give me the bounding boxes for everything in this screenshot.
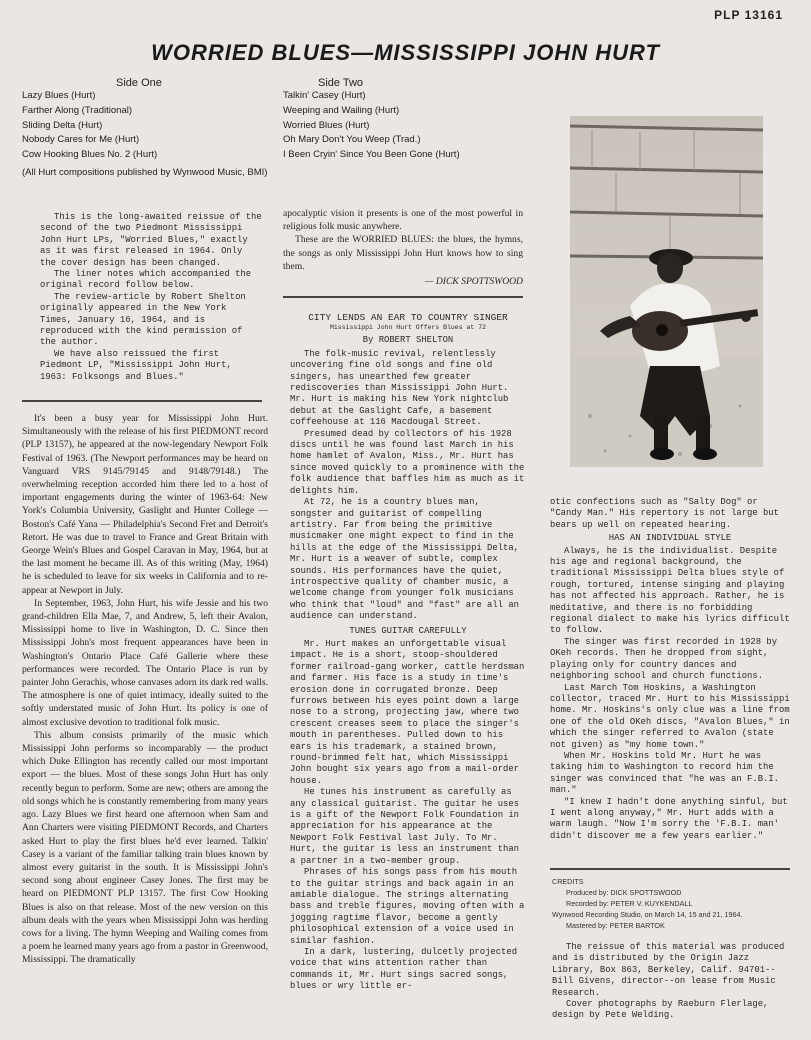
paragraph: It's been a busy year for Mississippi John Hurt. Simultaneously with the release of his first PIEDMONT record (PLP 13157), he appeared at the now-legendary Newport Folk Festival of 1963. (The Newport performances may be heard on Vanguard VRS 9145/79145 and 9148/79148.) The overwhelming reception accorded him there led to a host of important engagements during the winter of 1963-64: New York's Columbia University, Gaslight and Hunter College — Boston's Café Yana — Philadelphia's Second Fret and Detroit's Retort. He was due to travel to France and Great Britain with George Wein's Blues and Gospel Caravan in May, 1964, but at the last moment he became ill. As of this writing (May, 1964) he is scheduled to leave for six weeks in California and to re-appear at Newport in July. bbox=[22, 413, 268, 596]
credits-block bbox=[552, 876, 792, 931]
track-item: Lazy Blues (Hurt) bbox=[22, 90, 96, 101]
track-item: Talkin' Casey (Hurt) bbox=[283, 90, 366, 101]
credit-line: Wynwood Recording Studio, on March 14, 15 and 21, 1964. bbox=[552, 910, 743, 919]
paragraph: He tunes his instrument as carefully as any classical guitarist. The guitar he uses is a gift of the Newport Folk Foundation in appreciation for his appearance at the Newport Folk Festival last July. To Mr. Hurt, the guitar is less an instrument than a partner in a two-member group. bbox=[290, 787, 520, 866]
credits-heading: CREDITS bbox=[552, 877, 584, 886]
side-two-tracklist bbox=[283, 89, 460, 163]
paragraph: The folk-music revival, relentlessly uncovering fine old songs and fine old singers, has unearthed few greater rediscoveries than Mississippi John Hurt. Mr. Hurt is making his New York nightclub debut at the Gaslight Cafe, a basement coffeehouse at 116 Macdougal Street. bbox=[290, 348, 509, 428]
side-one-tracklist bbox=[22, 89, 157, 163]
side-two-heading: Side Two bbox=[318, 77, 364, 89]
track-item: I Been Cryin' Since You Been Gone (Hurt) bbox=[283, 149, 460, 161]
track-item: Sliding Delta (Hurt) bbox=[22, 119, 103, 131]
paragraph: These are the WORRIED BLUES: the blues, the hymns, the songs as only Mississippi John Hurt knows how to sing them. bbox=[283, 234, 523, 272]
paragraph: Cover photographs by Raeburn Flerlage, design by Pete Welding. bbox=[552, 999, 769, 1021]
paragraph: The singer was first recorded in 1928 by OKeh records. Then he dropped from sight, playing only for country dances and neighboring school and church functions. bbox=[550, 636, 778, 682]
paragraph: In September, 1963, John Hurt, his wife Jessie and his two grand-children Ella Mae, 7, and Andrew, 5, left their Avalon, Mississippi home to live in Washington, D. C. Since then Mississippi John's most frequent appearances have been in Washington's Ontario Place Café Gallerie where these performances were recorded. The Ontario Place is run by painter John Gerachis, whose canvases adorn its dark red walls. The atmosphere is one of quiet intimacy, ideally suited to the softly understated music of John Hurt. Its policy is one of almost exclusive devotion to traditional folk music. bbox=[22, 597, 268, 728]
side-one-heading: Side One bbox=[116, 77, 162, 89]
paragraph: Mr. Hurt makes an unforgettable visual impact. He is a short, stoop-shouldered former railroad-gang worker, cattle herdsman and farmer. His face is a study in time's erosion done in corrugated bronze. Deep furrows between his eyes point down a large nose to a strong, projecting jaw, where two crescent creases seem to place the singer's mouth in parentheses. Pulled down to his ears is his trademark, a stained brown, round-brimmed felt hat, which Mississippi John bought six years ago from a mail-order house. bbox=[290, 638, 525, 786]
liner-notes-column bbox=[22, 412, 268, 1040]
paragraph: apocalyptic vision it presents is one of the most powerful in religious folk music anywhere. bbox=[283, 208, 523, 233]
reissue-credit bbox=[552, 942, 792, 1022]
album-title: WORRIED BLUES—MISSISSIPPI JOHN HURT bbox=[151, 40, 660, 65]
paragraph: Last March Tom Hoskins, a Washington collector, traced Mr. Hurt to his Mississippi home. Mr. Hoskins's only clue was a line from one of the old OKeh discs, "Avalon Blues," in which the singer referred to Avalon (state not given) as "my home town." bbox=[550, 682, 790, 750]
paragraph: At 72, he is a country blues man, songster and guitarist of compelling artistry. Far from being the primitive musicmaker one might expect to find in the hills at the edge of the Mississippi Delta, Mr. Hurt is a weaver of subtle, complex sounds. His performances have the quiet, introspective quality of chamber music, a welcome change from younger folk musicians who think that "loud" and "fast" are all an audience can understand. bbox=[290, 497, 520, 622]
article-section-heading: TUNES GUITAR CAREFULLY bbox=[349, 625, 467, 636]
paragraph: "I knew I hadn't done anything sinful, but I went along anyway," Mr. Hurt adds with a warm laugh. "Now I'm sorry the 'F.B.I. man' didn't discover me a few years earlier." bbox=[550, 796, 788, 841]
publisher-note: (All Hurt compositions published by Wynwood Music, BMI) bbox=[22, 167, 268, 178]
article-byline: By ROBERT SHELTON bbox=[362, 335, 454, 346]
paragraph: This album consists primarily of the music which Mississippi John performs so incomparably — the product which Duke Ellington has recently called our most important export — the blues. Most of these songs John Hurt has only recently begun to perform. Some are new; others are among the old songs which he is constantly remembering from many years ago. Lazy Blues we first heard one afternoon when Sam and Ann Charters were visiting PIEDMONT Records, and Charters asked Hurt to play the first blues he'd ever learned. Talkin' Casey is a variant of the familiar talking train blues known by almost every guitarist in the south. It is Mississippi John's second song about engineer Casey Jones. The first may be heard on PIEDMONT PLP 13157. The first Cow Hooking Blues is also on that release. Most of the new version on this album deals with the years when Mississippi John was herding cows for a living. The hymn Weeping and Wailing comes from a poem he learned many years ago from a pastor in Greenwood, Mississippi. The dramatically bbox=[22, 729, 268, 966]
liner-notes-continuation bbox=[283, 207, 523, 288]
reissue-note bbox=[40, 212, 262, 383]
paragraph: This is the long-awaited reissue of the second of the two Piedmont Mississippi John Hurt LPs, "Worried Blues," exactly as it was first released in 1964. Only the cover design has been changed. bbox=[40, 212, 262, 268]
article-column-1 bbox=[290, 312, 526, 1040]
paragraph: Presumed dead by collectors of his 1928 discs until he was found last March in his home hamlet of Avalon, Miss., Mr. Hurt has since moved quickly to a prominence with the folk audience that baffles him as much as it delights him. bbox=[290, 428, 525, 496]
section-divider bbox=[22, 400, 262, 402]
paragraph: The reissue of this material was produced and is distributed by the Origin Jazz Library, Box 863, Berkeley, Calif. 94701--Bill Givens, director--on lease from Music Research. bbox=[552, 942, 785, 998]
track-item: Nobody Cares for Me (Hurt) bbox=[22, 134, 140, 146]
track-item: Oh Mary Don't You Weep (Trad.) bbox=[283, 134, 421, 146]
credit-line: Mastered by: PETER BARTOK bbox=[566, 921, 665, 930]
track-item: Farther Along (Traditional) bbox=[22, 104, 133, 116]
paragraph: The review-article by Robert Shelton originally appeared in the New York Times, January 16, 1964, and is reproduced with the kind permission of the author. bbox=[40, 291, 246, 348]
section-divider bbox=[283, 296, 523, 298]
paragraph: Always, he is the individualist. Despite his age and regional background, the traditional Mississippi Delta blues style of rough, tortured, intense singing and playing has not affected his approach. Rather, he is meditative, and there is no forbidding regional dialect to make his lyrics difficult to follow. bbox=[550, 545, 790, 636]
track-item: Worried Blues (Hurt) bbox=[283, 119, 370, 131]
paragraph: When Mr. Hoskins told Mr. Hurt he was taking him to Washington to record him the singer was convinced that "he was an F.B.I. man." bbox=[550, 750, 780, 796]
article-headline: CITY LENDS AN EAR TO COUNTRY SINGER bbox=[308, 312, 508, 323]
article-section-heading: HAS AN INDIVIDUAL STYLE bbox=[608, 533, 732, 544]
paragraph: In a dark, lustering, dulcetly projected voice that wins attention rather than commands it, Mr. Hurt sings sacred songs, blues or wry little er- bbox=[290, 946, 518, 992]
track-item: Cow Hooking Blues No. 2 (Hurt) bbox=[22, 149, 158, 161]
credit-line: Recorded by: PETER V. KUYKENDALL bbox=[566, 899, 693, 908]
cover-photograph bbox=[570, 116, 763, 467]
paragraph: Phrases of his songs pass from his mouth to the guitar strings and back again in an amiable dialogue. The strings alternating bass and treble figures, moving often with a jogging ragtime flavor, become a gently philosophical extension of a voice used in similar fashion. bbox=[290, 867, 525, 946]
section-divider bbox=[550, 868, 790, 870]
paragraph: The liner notes which accompanied the original record follow below. bbox=[40, 269, 252, 291]
article-column-2 bbox=[550, 497, 790, 857]
credit-line: Produced by: DICK SPOTTSWOOD bbox=[566, 888, 682, 897]
paragraph: otic confections such as "Salty Dog" or "Candy Man." His repertory is not large but bears up well on repeated hearing. bbox=[550, 497, 780, 530]
article-subhead: Mississippi John Hurt Offers Blues at 72 bbox=[329, 324, 487, 332]
catalog-number: PLP 13161 bbox=[714, 8, 783, 22]
paragraph: We have also reissued the first Piedmont LP, "Mississippi John Hurt, 1963: Folksongs and Blues." bbox=[40, 348, 232, 382]
track-item: Weeping and Wailing (Hurt) bbox=[283, 104, 400, 116]
photo-illustration bbox=[570, 116, 763, 467]
signature: — DICK SPOTTSWOOD bbox=[424, 276, 523, 288]
